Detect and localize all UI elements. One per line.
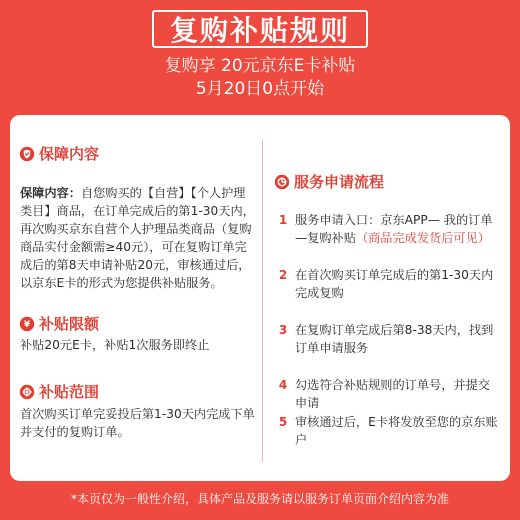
step-number: 2 bbox=[278, 268, 288, 282]
section-title-scope bbox=[19, 381, 99, 402]
rules-card bbox=[10, 115, 510, 481]
step-number: 1 bbox=[278, 213, 288, 227]
step-main-text: 服务申请入口：京东APP— 我的订单—复购补贴 bbox=[295, 213, 493, 245]
step-text: 在复购订单完成后第8-38天内，找到订单申请服务 bbox=[295, 323, 494, 355]
section-title-protection bbox=[19, 143, 99, 164]
section-title-text: 保障内容 bbox=[39, 145, 100, 163]
footer-disclaimer: *本页仅为一般性介绍，具体产品及服务请以服务订单页面介绍内容为准 bbox=[70, 492, 449, 506]
section-title-text: 补贴限额 bbox=[39, 315, 100, 333]
service-step-3 bbox=[276, 321, 502, 357]
subtitle-start-time: 5月20日0点开始 bbox=[195, 79, 325, 99]
protection-prefix: 保障内容： bbox=[20, 186, 81, 200]
section-title-flow bbox=[274, 171, 384, 192]
step-number: 5 bbox=[278, 415, 288, 429]
header bbox=[0, 0, 520, 112]
service-step-4 bbox=[276, 376, 502, 412]
step-text bbox=[295, 211, 502, 247]
protection-content bbox=[20, 166, 256, 292]
step-note: （商品完成发货后可见） bbox=[355, 231, 490, 245]
subtitle-reward: 复购享 20元京东E卡补贴 bbox=[164, 56, 356, 76]
service-step-2 bbox=[276, 266, 502, 302]
svg-text:¥: ¥ bbox=[23, 319, 31, 330]
scope-content: 首次购买订单完妥投后第1-30天内完成下单并支付的复购订单。 bbox=[20, 407, 255, 439]
section-title-text: 服务申请流程 bbox=[294, 173, 385, 191]
step-number: 4 bbox=[278, 378, 288, 392]
section-title-text: 补贴范围 bbox=[39, 383, 100, 401]
page-title: 复购补贴规则 bbox=[152, 10, 368, 48]
step-text: 在首次购买订单完成后的第1-30天内完成复购 bbox=[295, 268, 494, 300]
shield-icon bbox=[19, 146, 35, 162]
step-number: 3 bbox=[278, 323, 288, 337]
step-text: 审核通过后，E卡将发放至您的京东账户 bbox=[295, 415, 498, 447]
coin-icon bbox=[19, 316, 35, 332]
limit-content: 补贴20元E卡，补贴1次服务即终止 bbox=[20, 338, 210, 352]
protection-text: 自您购买的【自营】【个人护理类目】商品，在订单完成后的第1-30天内，再次购买京东自营个人护理品类商品（复购商品实付金额需≥40元），可在复购订单完成后的第8天申请补贴20元，审核通过后，以京东E卡的形式为您提供补贴服务。 bbox=[20, 186, 255, 290]
service-icon bbox=[274, 174, 290, 190]
service-step-1 bbox=[276, 211, 502, 247]
vertical-divider bbox=[262, 140, 263, 462]
service-step-5 bbox=[276, 413, 502, 449]
section-title-limit bbox=[19, 313, 99, 334]
step-text: 勾选符合补贴规则的订单号，并提交申请 bbox=[295, 378, 490, 410]
scope-icon bbox=[19, 384, 35, 400]
